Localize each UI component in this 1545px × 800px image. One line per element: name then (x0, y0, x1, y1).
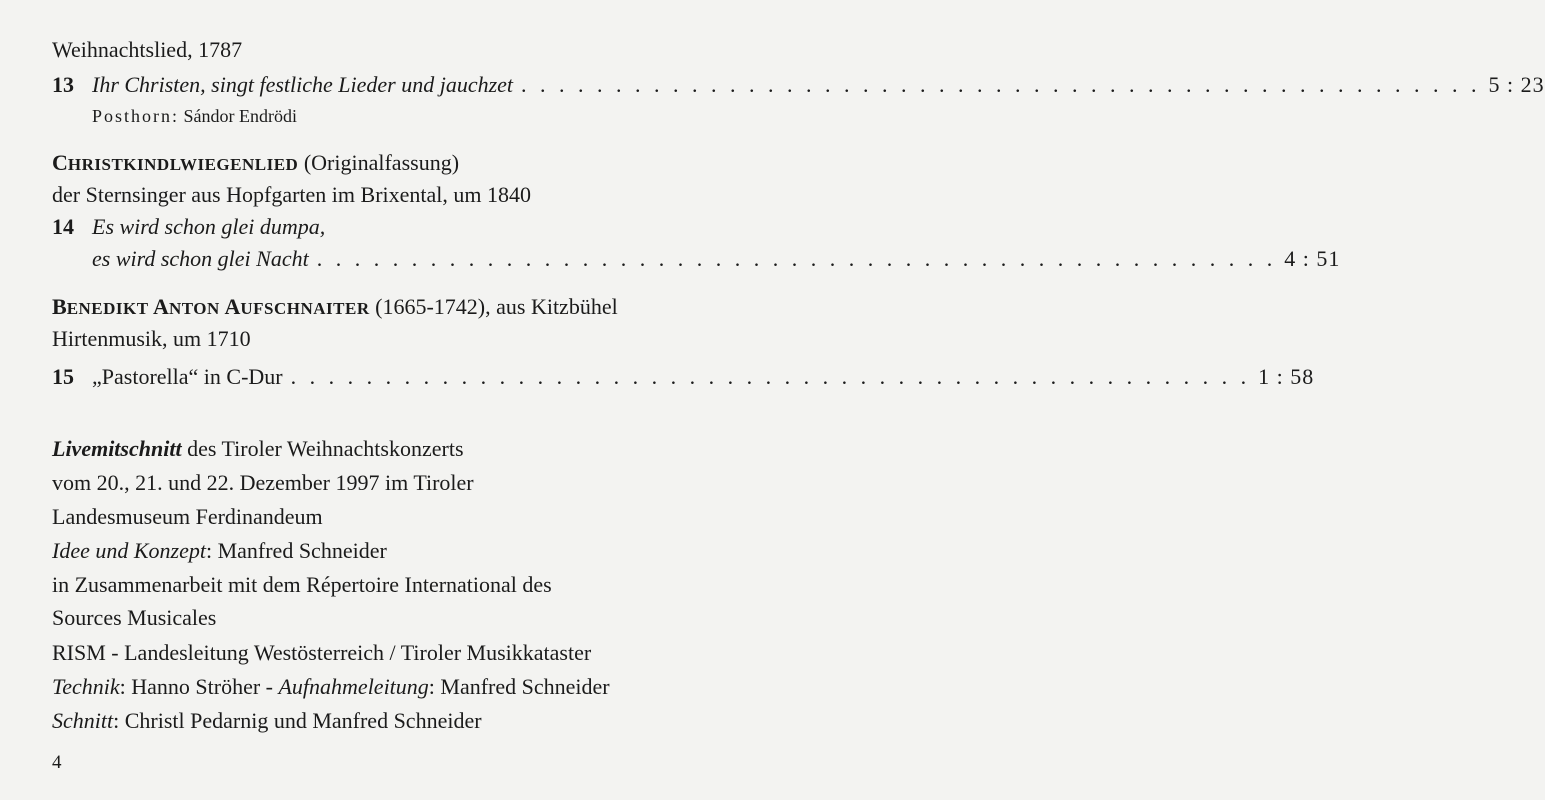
composer-initial: A (153, 294, 169, 319)
tech-text: : Hanno Ströher - (119, 674, 279, 699)
performer-name: Sándor Endrödi (179, 106, 297, 126)
performer-line (92, 105, 297, 127)
credits-line5: in Zusammenarbeit mit dem Répertoire International des (52, 572, 552, 597)
credits-line6: Sources Musicales (52, 605, 217, 630)
live-label: Livemitschnitt (52, 436, 182, 461)
dot-leader: . . . . . . . . . . . . . . . . . . . . . . . . . . . . . . . . . . . . . . . . . . . . . . . . . . . (316, 246, 1277, 271)
credits-line2: vom 20., 21. und 22. Dezember 1997 im Tiroler (52, 470, 474, 495)
track-number: 15 (52, 364, 74, 389)
cut-text: : Christl Pedarnig und Manfred Schneider (113, 708, 482, 733)
track-title: Ihr Christen, singt festliche Lieder und jauchzet (92, 72, 514, 97)
track-13 (52, 72, 1545, 98)
track-number: 14 (52, 214, 74, 239)
cut-label: Schnitt (52, 708, 114, 733)
title-initial: C (52, 150, 68, 175)
rec-label: Aufnahmeleitung (278, 674, 429, 699)
track-duration: 4 : 51 (1284, 246, 1341, 271)
section1-heading: Weihnachtslied, 1787 (52, 37, 243, 62)
track-14-line2 (52, 246, 1341, 272)
title-suffix: (Originalfassung) (298, 150, 460, 175)
title-smallcaps: HRISTKINDLWIEGENLIED (67, 155, 299, 174)
section3-work: Hirtenmusik, um 1710 (52, 326, 251, 351)
credits-line7: RISM - Landesleitung Westösterreich / Tiroler Musikkataster (52, 640, 592, 665)
page-number: 4 (52, 752, 62, 773)
idea-text: : Manfred Schneider (205, 538, 387, 563)
track-number: 13 (52, 72, 74, 97)
idea-label: Idee und Konzept (52, 538, 206, 563)
tech-label: Technik (52, 674, 120, 699)
credits-tech (52, 674, 610, 700)
track-15 (52, 364, 1315, 390)
composer-smallcaps: UFSCHNAITER (240, 299, 370, 318)
track-title: „Pastorella“ in C-Dur (92, 364, 283, 389)
composer-suffix: (1665-1742), aus Kitzbühel (369, 294, 618, 319)
section2-title (52, 150, 459, 178)
section2-subtitle: der Sternsinger aus Hopfgarten im Brixental, um 1840 (52, 182, 532, 207)
dot-leader: . . . . . . . . . . . . . . . . . . . . . . . . . . . . . . . . . . . . . . . . . . . . . . . . . . . (521, 72, 1481, 97)
performer-role: Posthorn: (92, 106, 180, 126)
credits-line3: Landesmuseum Ferdinandeum (52, 504, 323, 529)
track-title-cont: es wird schon glei Nacht (92, 246, 309, 271)
track-14-line1 (52, 214, 780, 240)
composer-initial: B (52, 294, 67, 319)
rec-text: : Manfred Schneider (428, 674, 610, 699)
credits-idea (52, 538, 387, 564)
dot-leader: . . . . . . . . . . . . . . . . . . . . . . . . . . . . . . . . . . . . . . . . . . . . . . . . . . . (290, 364, 1251, 389)
section3-composer (52, 294, 618, 322)
live-text: des Tiroler Weihnachtskonzerts (181, 436, 464, 461)
credits-cut (52, 708, 482, 734)
composer-smallcaps: ENEDIKT (66, 299, 154, 318)
track-title: Es wird schon glei dumpa, (92, 214, 326, 239)
track-duration: 1 : 58 (1258, 364, 1315, 389)
composer-smallcaps: NTON (168, 299, 225, 318)
credits-live (52, 436, 464, 462)
composer-initial: A (224, 294, 241, 319)
track-duration: 5 : 23 (1488, 72, 1545, 97)
